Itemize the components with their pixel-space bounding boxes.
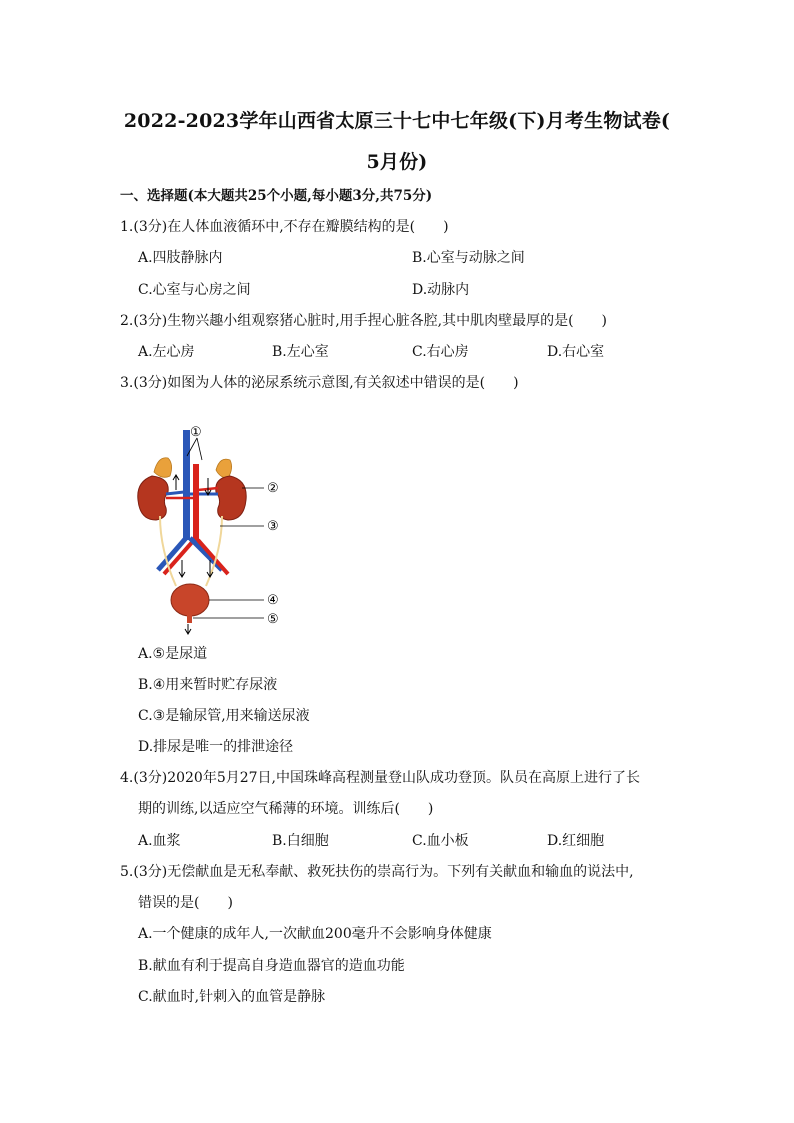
right-kidney — [216, 476, 246, 520]
figure-label-4: ④ — [267, 593, 279, 608]
question-3-option-a: A.⑤是尿道 — [138, 646, 208, 662]
figure-label-2: ② — [267, 481, 279, 496]
figure-label-3: ③ — [267, 519, 279, 534]
question-3-option-d: D.排尿是唯一的排泄途径 — [138, 739, 294, 755]
arrow-down-artery — [205, 478, 211, 495]
question-2-option-b: B.左心室 — [272, 344, 329, 360]
question-5-option-a: A.一个健康的成年人,一次献血200毫升不会影响身体健康 — [138, 926, 492, 942]
vena-cava — [183, 430, 190, 540]
left-adrenal-gland — [154, 458, 172, 478]
question-4-option-d: D.红细胞 — [547, 833, 605, 849]
figure-label-5: ⑤ — [267, 612, 279, 627]
question-1-stem: 1.(3分)在人体血液循环中,不存在瓣膜结构的是( ) — [120, 219, 449, 235]
right-adrenal-gland — [216, 459, 232, 478]
section-heading: 一、选择题(本大题共25个小题,每小题3分,共75分) — [120, 188, 433, 204]
question-2-option-a: A.左心房 — [138, 344, 195, 360]
question-4-stem-line2: 期的训练,以适应空气稀薄的环境。训练后( ) — [138, 801, 434, 817]
question-2-option-d: D.右心室 — [547, 344, 605, 360]
question-5-stem-line2: 错误的是( ) — [138, 895, 233, 911]
question-1-option-d: D.动脉内 — [412, 282, 470, 298]
question-2-option-c: C.右心房 — [412, 344, 469, 360]
arrow-down-ureter-left — [179, 560, 185, 577]
question-5-option-b: B.献血有利于提高自身造血器官的造血功能 — [138, 958, 405, 974]
bladder — [171, 584, 209, 616]
question-5-option-c: C.献血时,针刺入的血管是静脉 — [138, 989, 326, 1005]
question-1-option-b: B.心室与动脉之间 — [412, 250, 525, 266]
urinary-system-figure — [130, 420, 300, 638]
question-4-stem-line1: 4.(3分)2020年5月27日,中国珠峰高程测量登山队成功登顶。队员在高原上进行了长 — [120, 770, 640, 786]
renal-vein-left — [166, 492, 184, 494]
aorta — [193, 464, 199, 542]
question-3-option-c: C.③是输尿管,用来输送尿液 — [138, 708, 310, 724]
question-3-option-b: B.④用来暂时贮存尿液 — [138, 677, 278, 693]
question-5-stem-line1: 5.(3分)无偿献血是无私奉献、救死扶伤的崇高行为。下列有关献血和输血的说法中, — [120, 864, 634, 880]
arrow-up-vein — [173, 475, 179, 490]
exam-title-line1: 2022-2023学年山西省太原三十七中七年级(下)月考生物试卷( — [123, 110, 671, 132]
question-2-stem: 2.(3分)生物兴趣小组观察猪心脏时,用手捏心脏各腔,其中肌肉壁最厚的是( ) — [120, 313, 608, 329]
question-4-option-b: B.白细胞 — [272, 833, 329, 849]
left-kidney — [138, 476, 168, 520]
figure-label-1: ① — [190, 425, 202, 440]
question-4-option-c: C.血小板 — [412, 833, 469, 849]
exam-title-line2: 5月份) — [366, 151, 428, 173]
arrow-down-urethra — [185, 624, 191, 634]
question-4-option-a: A.血浆 — [138, 833, 181, 849]
question-3-stem: 3.(3分)如图为人体的泌尿系统示意图,有关叙述中错误的是( ) — [120, 375, 519, 391]
question-1-option-a: A.四肢静脉内 — [138, 250, 223, 266]
urethra — [187, 615, 192, 623]
question-1-option-c: C.心室与心房之间 — [138, 282, 251, 298]
